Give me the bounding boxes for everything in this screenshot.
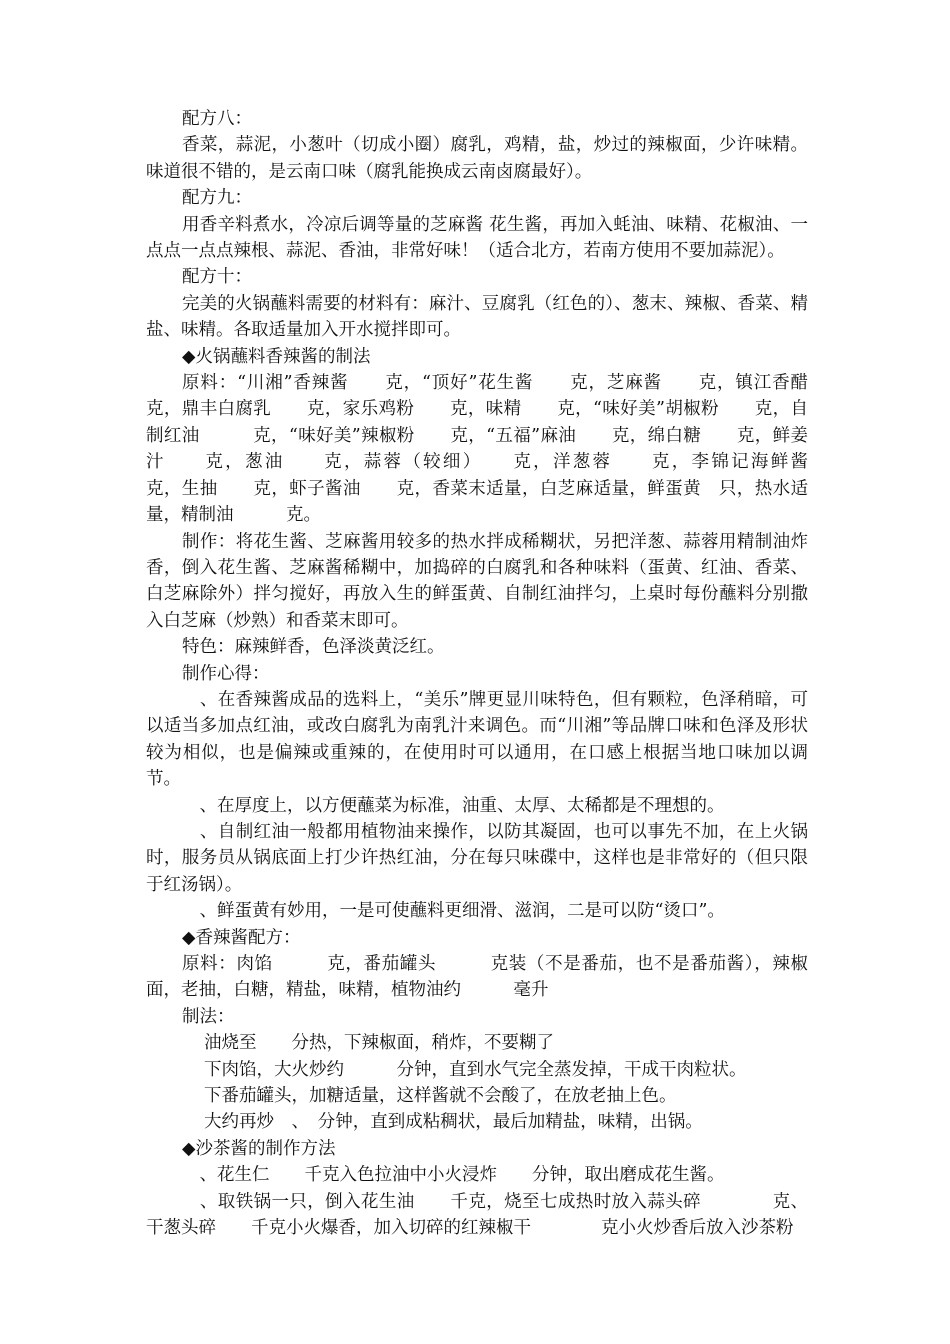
paragraph-tip-1: 、在香辣酱成品的选料上，“美乐”牌更显川味特色，但有颗粒，色泽稍暗，可以适当多加点红油，或改白腐乳为南乳汁来调色。而“川湘”等品牌口味和色泽及形状较为相似，也是偏辣或重辣的，在使用时可以通用，在口感上根据当地口味加以调节。 xyxy=(146,689,808,790)
heading-tips: 制作心得： xyxy=(182,663,270,684)
heading-method: 制法： xyxy=(182,1006,235,1027)
step-1: 油烧至 分热，下辣椒面，稍炸，不要糊了 xyxy=(204,1033,554,1054)
line-features: 特色：麻辣鲜香，色泽淡黄泛红。 xyxy=(182,637,445,658)
heading-formula-9: 配方九： xyxy=(182,188,252,209)
step-2: 下肉馅，大火炒约 分钟，直到水气完全蒸发掉，干成干肉粒状。 xyxy=(204,1059,747,1080)
paragraph-formula-8: 香菜，蒜泥，小葱叶（切成小圈）腐乳，鸡精，盐，炒过的辣椒面，少许味精。味道很不错的，是云南口味（腐乳能换成云南卤腐最好）。 xyxy=(146,135,808,182)
paragraph-formula-10: 完美的火锅蘸料需要的材料有：麻汁、豆腐乳（红色的）、葱末、辣椒、香菜、精盐、味精。各取适量加入开水搅拌即可。 xyxy=(146,293,808,341)
paragraph-tip-2: 、在厚度上，以方便蘸菜为标准，油重、太厚、太稀都是不理想的。 xyxy=(182,795,725,816)
document-page xyxy=(146,106,861,1241)
heading-spicy-sauce: ◆香辣酱配方： xyxy=(182,927,301,948)
paragraph-tip-4: 、鲜蛋黄有妙用，一是可使蘸料更细滑、滋润，二是可以防“烫口”。 xyxy=(182,901,725,922)
heading-hotpot-sauce: ◆火锅蘸料香辣酱的制法 xyxy=(182,346,371,367)
paragraph-ingredients: 原料：“川湘”香辣酱 克，“顶好”花生酱 克，芝麻酱 克，镇江香醋 克，鼎丰白腐乳 克，家乐鸡粉 克，味精 克，“味好美”胡椒粉 克，自制红油 克，“味好美”辣椒粉 克，“五福”麻油 克，绵白糖 克，鲜姜汁 克，葱油 克，蒜蓉（较细） 克，洋葱蓉 克，李锦记海鲜酱 克，生抽 克，虾子酱油 克，香菜末适量，白芝麻适量，鲜蛋黄 只，热水适量，精制油 克。 xyxy=(146,373,861,526)
paragraph-satay-2: 、取铁锅一只，倒入花生油 千克，烧至七成热时放入蒜头碎 克、干葱头碎 千克小火爆香，加入切碎的红辣椒干 克小火炒香后放入沙茶粉 xyxy=(146,1191,808,1239)
heading-formula-10: 配方十： xyxy=(182,267,252,288)
heading-satay-sauce: ◆沙茶酱的制作方法 xyxy=(182,1138,336,1159)
step-3: 下番茄罐头，加糖适量，这样酱就不会酸了，在放老抽上色。 xyxy=(204,1086,677,1107)
paragraph-spicy-ingredients: 原料：肉馅 克，番茄罐头 克装（不是番茄，也不是番茄酱），辣椒面，老抽，白糖，精盐，味精，植物油约 毫升 xyxy=(146,954,808,1001)
step-4: 大约再炒 、 分钟，直到成粘稠状，最后加精盐，味精，出锅。 xyxy=(204,1112,703,1133)
paragraph-tip-3: 、自制红油一般都用植物油来操作，以防其凝固，也可以事先不加，在上火锅时，服务员从锅底面上打少许热红油，分在每只味碟中，这样也是非常好的（但只限于红汤锅）。 xyxy=(146,821,808,895)
paragraph-method: 制作：将花生酱、芝麻酱用较多的热水拌成稀糊状，另把洋葱、蒜蓉用精制油炸香，倒入花生酱、芝麻酱稀糊中，加捣碎的白腐乳和各种味料（蛋黄、红油、香菜、白芝麻除外）拌匀搅好，再放入生的鲜蛋黄、自制红油拌匀，上桌时每份蘸料分别撒入白芝麻（炒熟）和香菜末即可。 xyxy=(146,531,808,631)
paragraph-formula-9: 用香辛料煮水，冷凉后调等量的芝麻酱 花生酱，再加入蚝油、味精、花椒油、一点点一点点辣根、蒜泥、香油，非常好味！（适合北方，若南方使用不要加蒜泥）。 xyxy=(146,214,808,262)
heading-formula-8: 配方八： xyxy=(182,109,252,129)
paragraph-satay-1: 、花生仁 千克入色拉油中小火浸炸 分钟，取出磨成花生酱。 xyxy=(182,1165,725,1186)
